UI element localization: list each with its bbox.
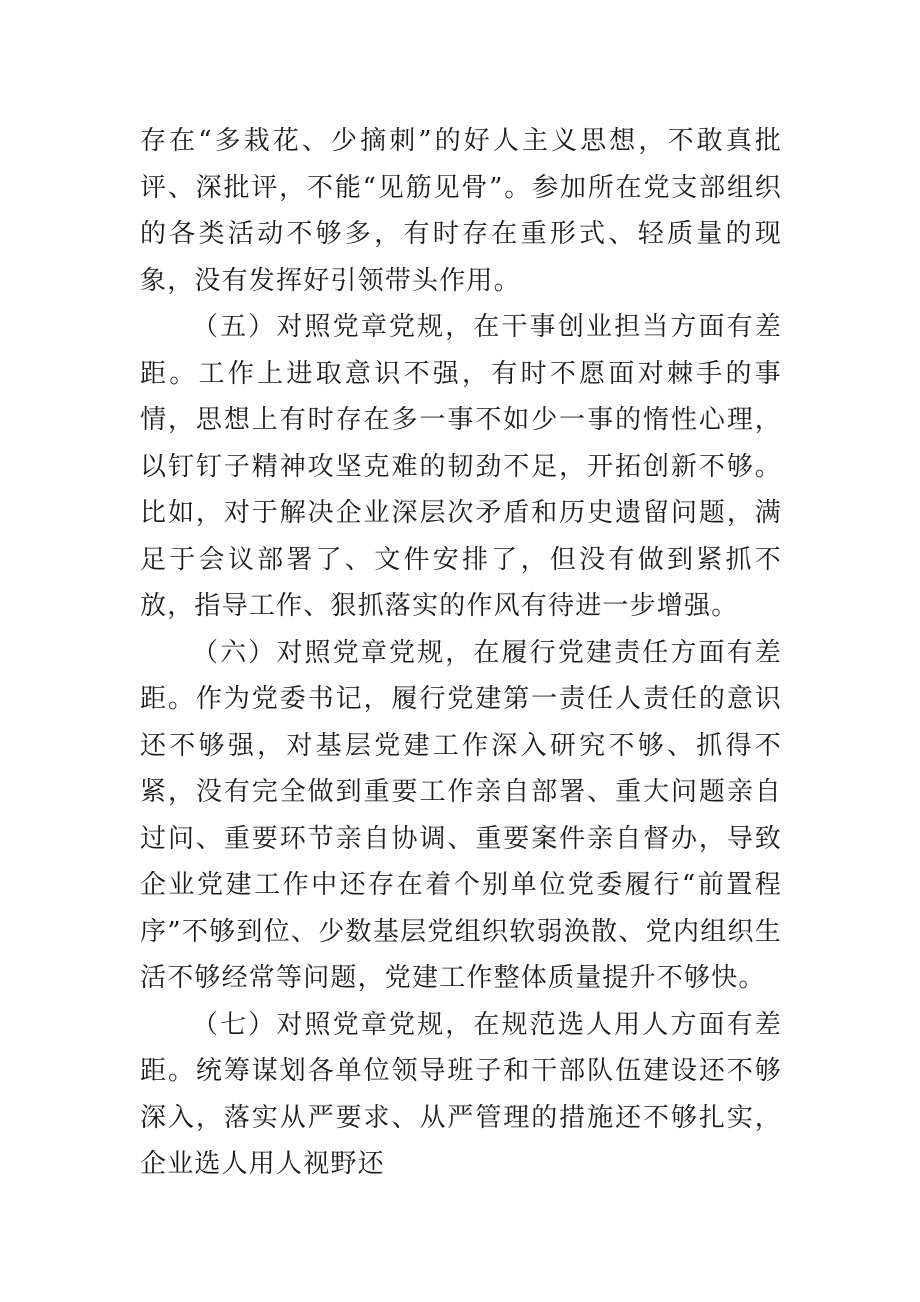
paragraph-section-7: （七）对照党章党规，在规范选人用人方面有差距。统筹谋划各单位领导班子和干部队伍建设还不够深入，落实从严要求、从严管理的措施还不够扎实，企业选人用人视野还: [140, 1009, 782, 1179]
paragraph-continued: 存在“多栽花、少摘刺”的好人主义思想，不敢真批评、深批评，不能“见筋见骨”。参加所在党支部组织的各类活动不够多，有时存在重形式、轻质量的现象，没有发挥好引领带头作用。: [140, 126, 782, 296]
paragraph-section-6: （六）对照党章党规，在履行党建责任方面有差距。作为党委书记，履行党建第一责任人责任的意识还不够强，对基层党建工作深入研究不够、抓得不紧，没有完全做到重要工作亲自部署、重大问题亲自过问、重要环节亲自协调、重要案件亲自督办，导致企业党建工作中还存在着个别单位党委履行“前置程序”不够到位、少数基层党组织软弱涣散、党内组织生活不够经常等问题，党建工作整体质量提升不够快。: [140, 637, 782, 993]
paragraph-section-5: （五）对照党章党规，在干事创业担当方面有差距。工作上进取意识不强，有时不愿面对棘手的事情，思想上有时存在多一事不如少一事的惰性心理，以钉钉子精神攻坚克难的韧劲不足，开拓创新不够。比如，对于解决企业深层次矛盾和历史遗留问题，满足于会议部署了、文件安排了，但没有做到紧抓不放，指导工作、狠抓落实的作风有待进一步增强。: [140, 312, 782, 621]
document-body: [140, 118, 782, 1188]
